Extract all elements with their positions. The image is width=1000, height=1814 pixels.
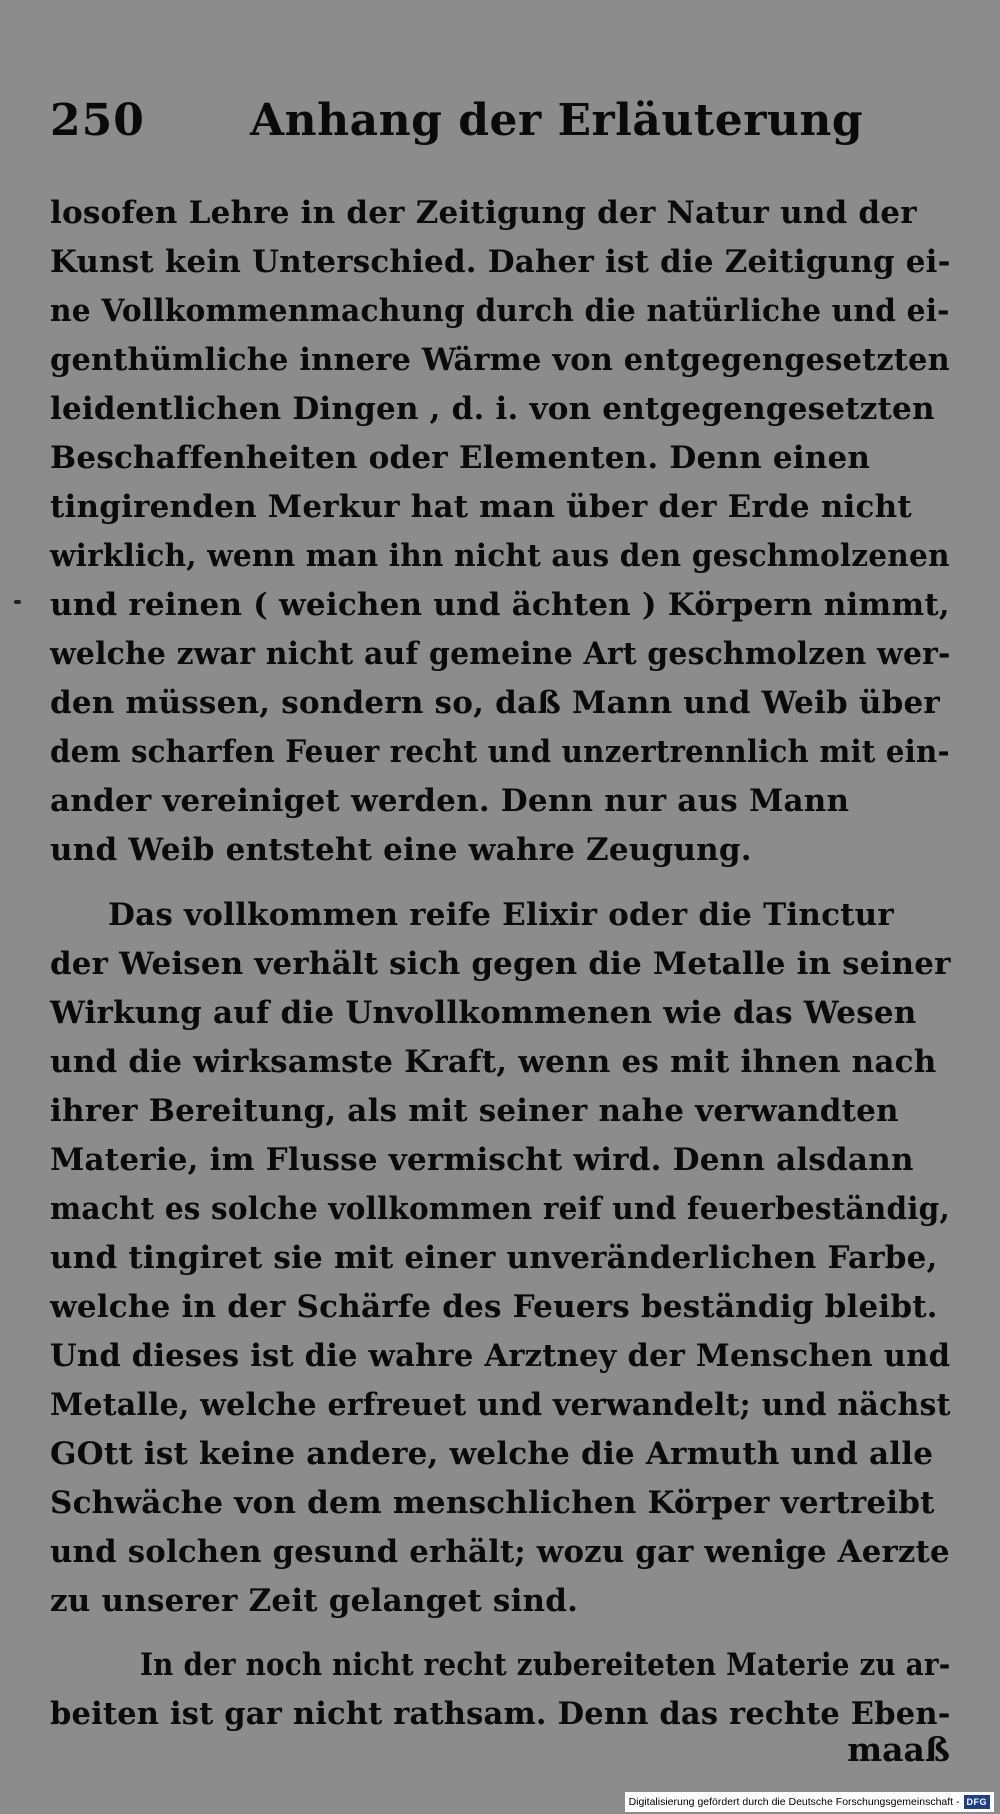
margin-mark	[14, 600, 21, 604]
text-line: leidentlichen Dingen , d. i. von entgegengesetzten	[50, 391, 935, 427]
text-line: Metalle, welche erfreuet und verwandelt; und nächst	[50, 1387, 951, 1423]
text-line: genthümliche innere Wärme von entgegengesetzten	[50, 342, 950, 378]
text-line: Das vollkommen reife Elixir oder die Tinctur	[108, 897, 894, 933]
text-line: und solchen gesund erhält; wozu gar wenige Aerzte	[50, 1534, 950, 1570]
text-line: ne Vollkommenmachung durch die natürliche und ei-	[50, 293, 950, 329]
page-number: 250	[50, 95, 145, 146]
text-line: Beschaffenheiten oder Elementen. Denn einen	[50, 440, 871, 476]
dfg-logo: DFG	[964, 1795, 991, 1809]
text-line: den müssen, sondern so, daß Mann und Weib über	[50, 685, 940, 721]
text-line: welche zwar nicht auf gemeine Art geschmolzen wer-	[50, 636, 951, 672]
running-head: Anhang der Erläuterung	[250, 95, 864, 146]
text-line: GOtt ist keine andere, welche die Armuth und alle	[50, 1436, 934, 1472]
footer-text: Digitalisierung gefördert durch die Deutsche Forschungsgemeinschaft -	[628, 1796, 960, 1808]
text-line: der Weisen verhält sich gegen die Metalle in seiner	[50, 946, 951, 982]
text-line: Wirkung auf die Unvollkommenen wie das Wesen	[50, 995, 917, 1031]
catchword: maaß	[847, 1730, 950, 1769]
text-line: wirklich, wenn man ihn nicht aus den geschmolzenen	[50, 538, 950, 574]
text-line: Kunst kein Unterschied. Daher ist die Zeitigung ei-	[50, 244, 951, 280]
text-line: ander vereiniget werden. Denn nur aus Mann	[50, 783, 850, 819]
page-header	[50, 95, 950, 155]
text-line: und Weib entsteht eine wahre Zeugung.	[50, 832, 752, 868]
text-line: und reinen ( weichen und ächten ) Körpern nimmt,	[50, 587, 950, 623]
text-line: macht es solche vollkommen reif und feuerbeständig,	[50, 1191, 950, 1227]
text-line: Und dieses ist die wahre Arztney der Menschen und	[50, 1338, 951, 1374]
text-line: Schwäche von dem menschlichen Körper vertreibt	[50, 1485, 935, 1521]
text-line: zu unserer Zeit gelanget sind.	[50, 1583, 579, 1619]
text-line: dem scharfen Feuer recht und unzertrennlich mit ein-	[50, 734, 950, 770]
text-line: In der noch nicht recht zubereiteten Materie zu ar-	[140, 1647, 951, 1683]
text-line: beiten ist gar nicht rathsam. Denn das rechte Eben-	[50, 1696, 951, 1732]
text-line: ihrer Bereitung, als mit seiner nahe verwandten	[50, 1093, 899, 1129]
text-line: tingirenden Merkur hat man über der Erde nicht	[50, 489, 912, 525]
text-line: Materie, im Flusse vermischt wird. Denn alsdann	[50, 1142, 914, 1178]
text-line: und tingiret sie mit einer unveränderlichen Farbe,	[50, 1240, 938, 1276]
digitization-footer	[625, 1792, 994, 1812]
text-line: und die wirksamste Kraft, wenn es mit ihnen nach	[50, 1044, 937, 1080]
text-line: welche in der Schärfe des Feuers beständig bleibt.	[50, 1289, 938, 1325]
text-line: losofen Lehre in der Zeitigung der Natur und der	[50, 195, 917, 231]
